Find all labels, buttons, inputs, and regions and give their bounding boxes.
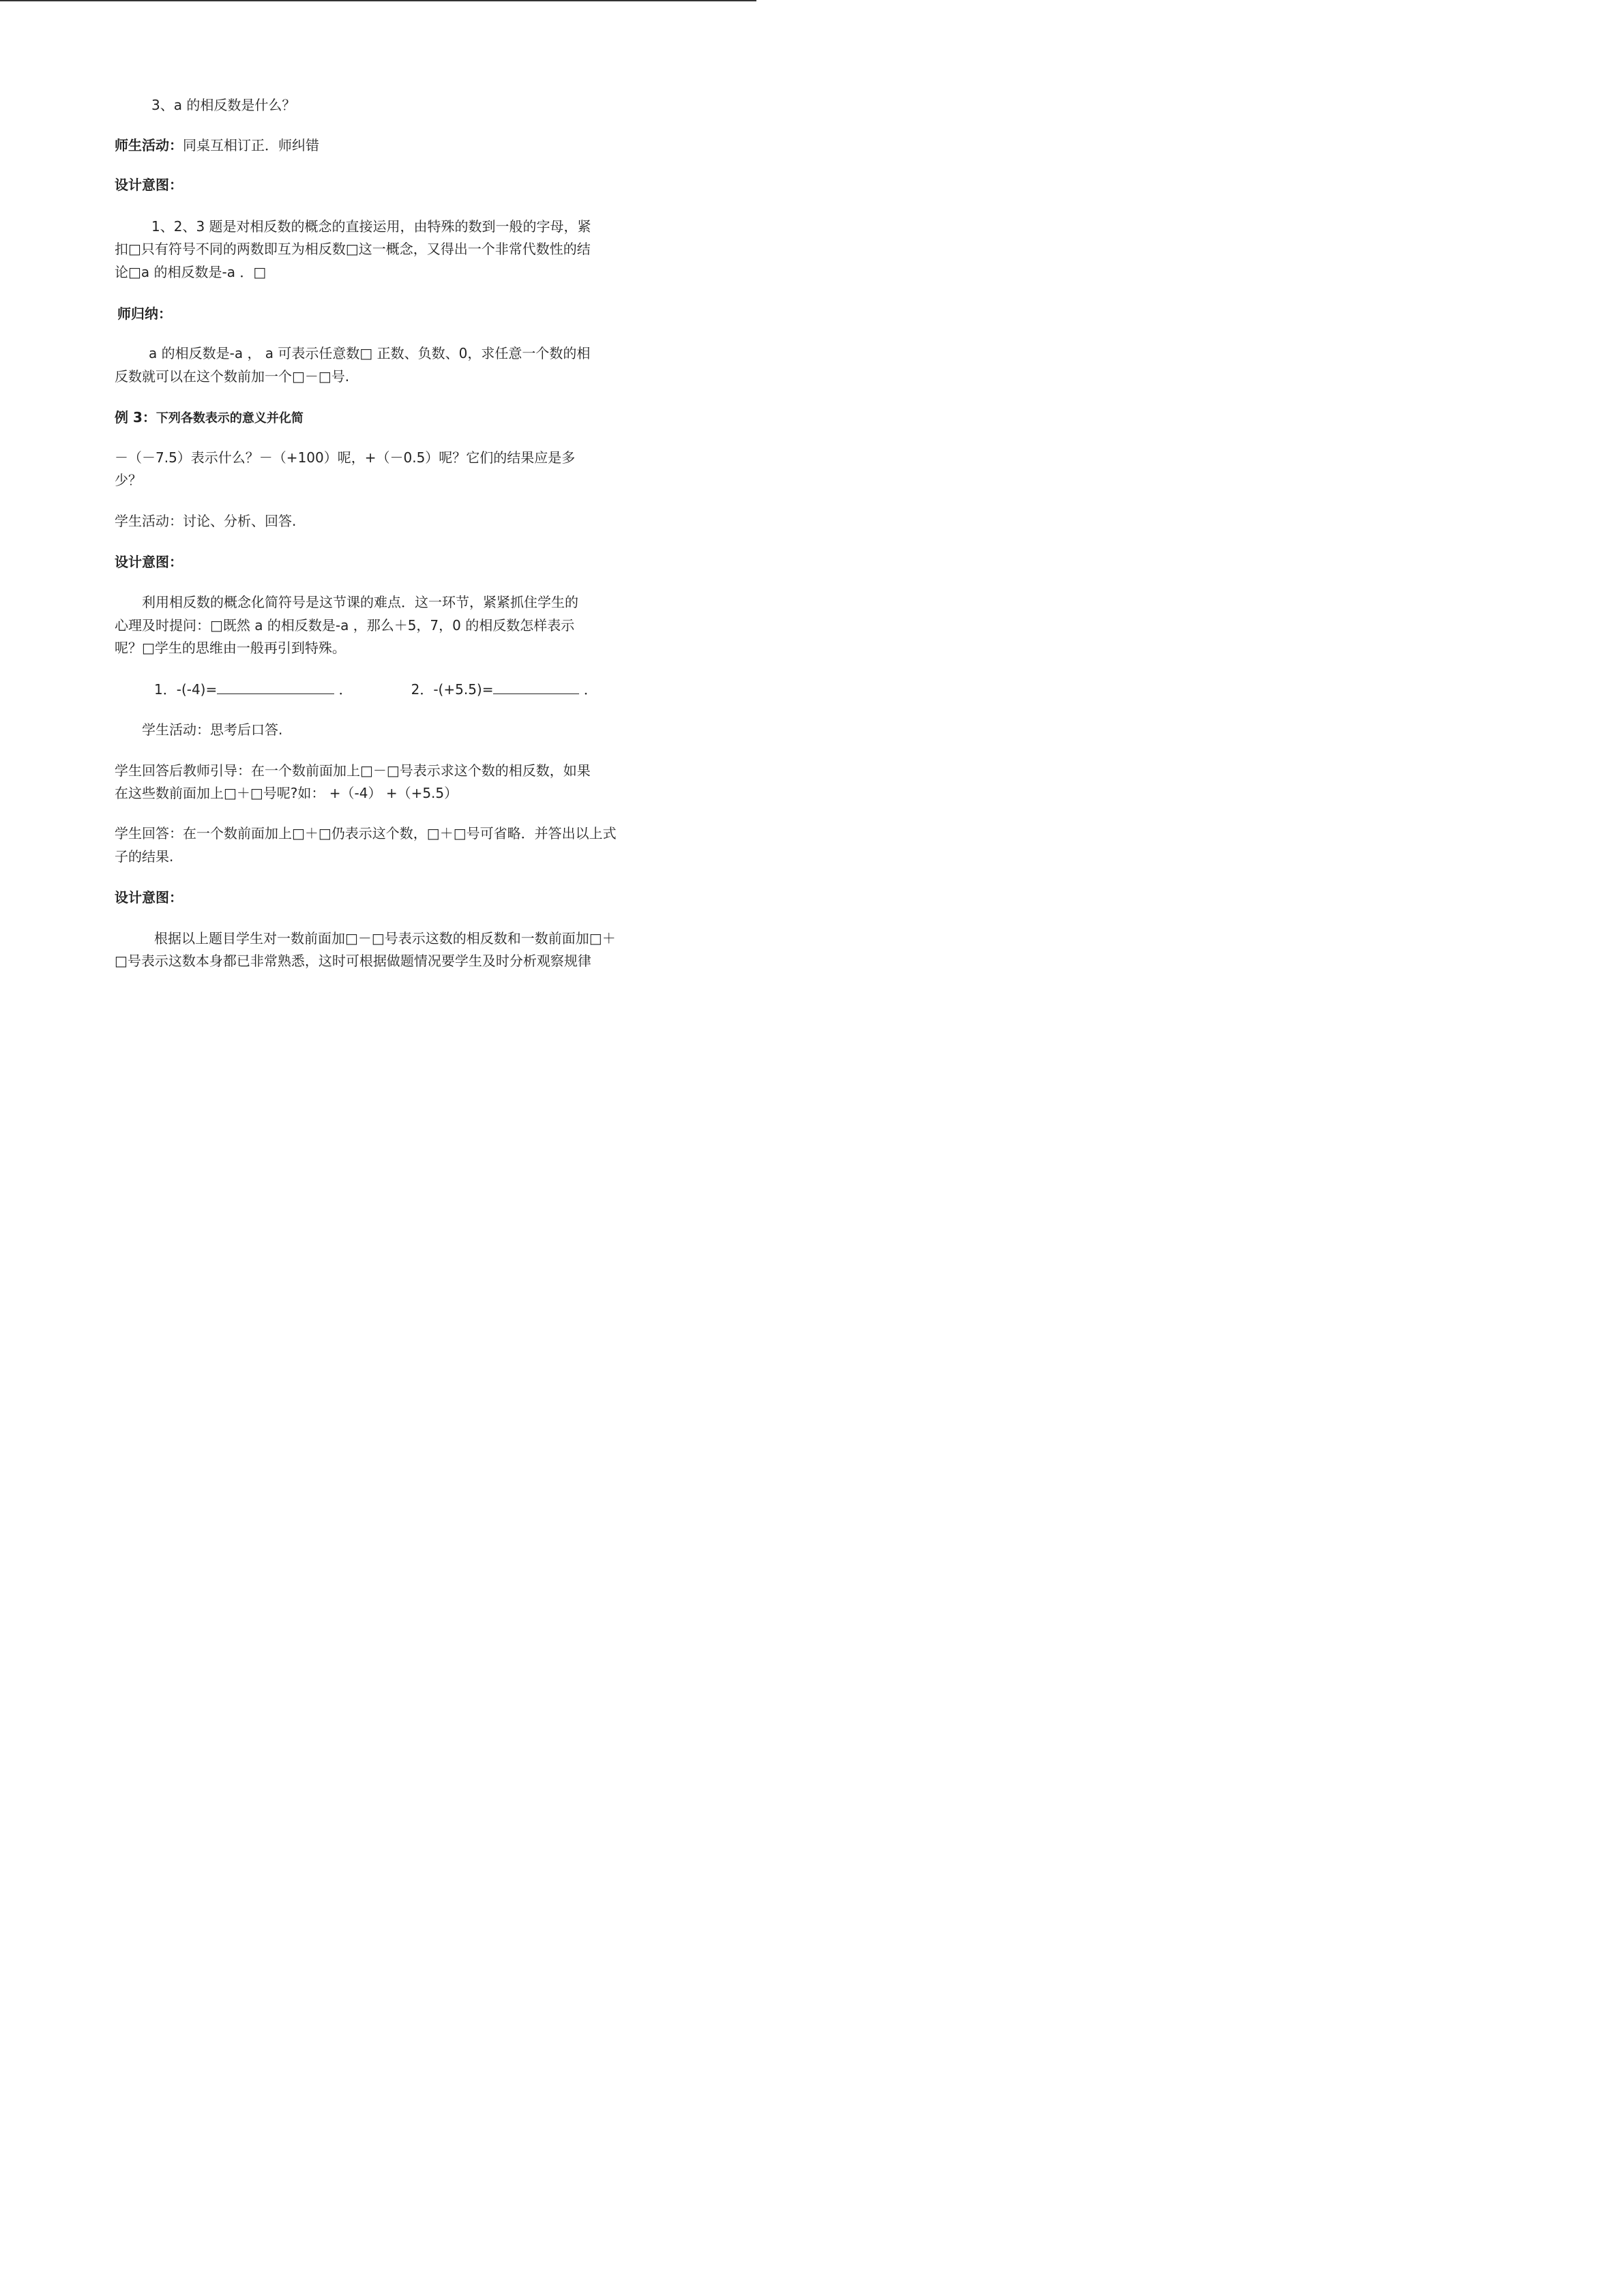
answer-line-2: 子的结果. [115, 848, 174, 865]
example-3-text: 下列各数表示的意义并化简 [156, 411, 304, 426]
example-question-line-1: －（－7.5）表示什么？－（+100）呢，+（－0.5）呢？它们的结果应是多 [115, 449, 576, 466]
design-intent-heading-1: 设计意图： [115, 177, 183, 193]
exercise-2-end: ． [579, 681, 597, 698]
student-activity-1: 学生活动：讨论、分析、回答. [115, 513, 297, 529]
guide-line-1: 学生回答后教师引导：在一个数前面加上□－□号表示求这个数的相反数，如果 [115, 762, 591, 779]
activity-label: 师生活动： [115, 137, 183, 153]
exercise-1-answer-blank[interactable] [217, 679, 334, 694]
example-3-label: 例 3： [115, 409, 156, 426]
exercise-2-answer-blank[interactable] [493, 679, 579, 694]
guide-line-2: 在这些数前面加上□＋□号呢?如： +（-4） +（+5.5） [115, 785, 458, 801]
top-border-line [0, 0, 756, 1]
design-intent-heading-2: 设计意图： [115, 554, 183, 570]
teacher-student-activity [115, 134, 319, 156]
intent1-line-1: 1、2、3 题是对相反数的概念的直接运用，由特殊的数到一般的字母，紧 [151, 218, 591, 235]
activity-text: 同桌互相订正．师纠错 [183, 137, 319, 153]
teacher-summary-heading: 师归纳： [117, 305, 172, 322]
question-3: 3、a 的相反数是什么？ [151, 97, 296, 113]
intent3-line-2: □号表示这数本身都已非常熟悉，这时可根据做题情况要学生及时分析观察规律 [115, 953, 591, 969]
intent1-line-2: 扣□只有符号不同的两数即互为相反数□这一概念，又得出一个非常代数性的结 [115, 241, 591, 257]
intent2-line-1: 利用相反数的概念化简符号是这节课的难点．这一环节，紧紧抓住学生的 [142, 594, 578, 610]
intent2-line-3: 呢？□学生的思维由一般再引到特殊。 [115, 640, 346, 656]
intent2-line-2: 心理及时提问：□既然 a 的相反数是-a ，那么＋5，7，0 的相反数怎样表示 [115, 617, 575, 633]
summary-line-1: a 的相反数是-a ， a 可表示任意数□ 正数、负数、0，求任意一个数的相 [149, 345, 591, 361]
exercise-1-end: ． [334, 681, 353, 698]
answer-line-1: 学生回答：在一个数前面加上□＋□仍表示这个数，□＋□号可省略．并答出以上式 [115, 825, 617, 841]
student-activity-2: 学生活动：思考后口答. [142, 721, 283, 738]
exercise-row [154, 679, 597, 700]
exercise-1-label: 1．-(-4)= [154, 681, 218, 698]
example-3-heading [115, 406, 304, 430]
intent3-line-1: 根据以上题目学生对一数前面加□－□号表示这数的相反数和一数前面加□＋ [154, 930, 616, 946]
design-intent-heading-3: 设计意图： [115, 889, 183, 906]
example-question-line-2: 少？ [115, 472, 142, 488]
intent1-line-3: 论□a 的相反数是-a ．□ [115, 264, 267, 280]
summary-line-2: 反数就可以在这个数前加一个□－□号. [115, 368, 350, 385]
exercise-2-label: 2．-(+5.5)= [411, 681, 494, 698]
